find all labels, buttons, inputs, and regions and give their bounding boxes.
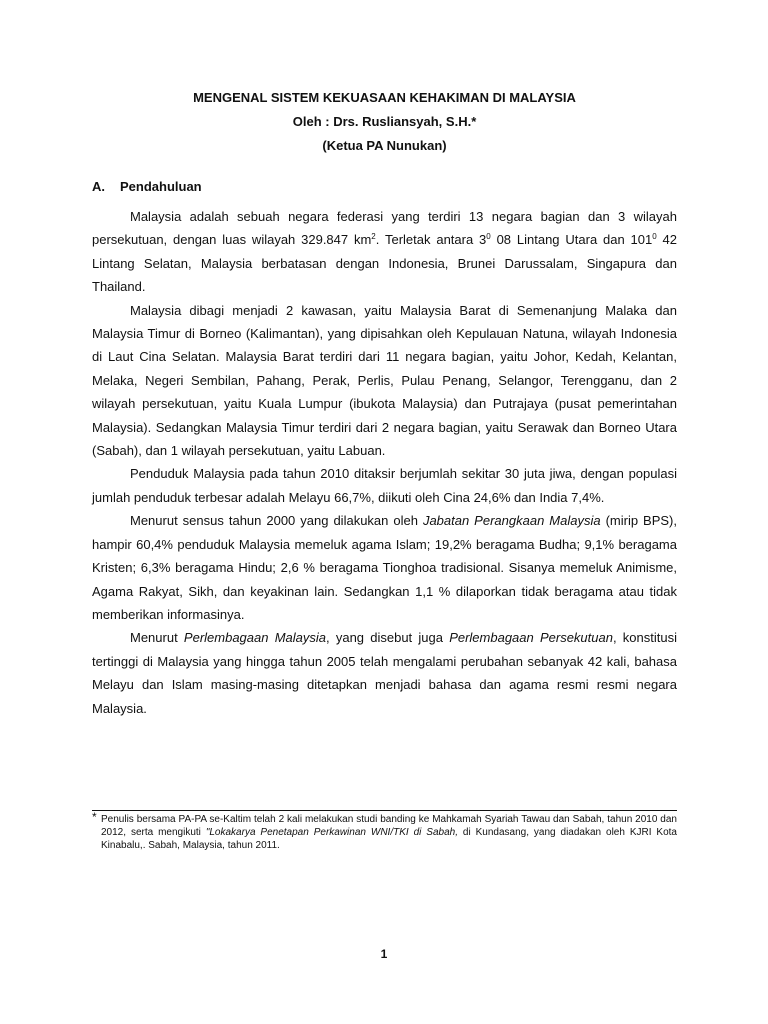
author-line: Oleh : Drs. Rusliansyah, S.H.* — [292, 114, 477, 129]
paragraph-1-text-c: 08 Lintang Utara dan 101 — [490, 232, 653, 248]
footnote-separator — [92, 810, 677, 811]
footnote-marker: * — [92, 810, 97, 824]
footnote-italic: "Lokakarya Penetapan Perkawinan WNI/TKI di Sabah, — [205, 827, 458, 838]
footnote-text-b: di Kundasang, yang diadakan oleh KJRI Kota Kinabalu,. Sabah, Malaysia, tahun 2011. — [101, 827, 677, 851]
body-text — [92, 205, 677, 720]
title-block — [92, 86, 677, 158]
paragraph-5 — [92, 626, 677, 720]
paragraph-1 — [92, 205, 677, 299]
paragraph-4-text-a: Menurut sensus tahun 2000 yang dilakukan oleh — [130, 513, 423, 529]
paragraph-5-text-c: , konstitusi tertinggi di Malaysia yang hingga tahun 2005 telah mengalami perubahan sebanyak 42 kali, bahasa Melayu dan Islam masing-masing ditetapkan menjadi bahasa dan agama resmi resmi negara Malaysia. — [92, 630, 677, 716]
paragraph-1-text-b: . Terletak antara 3 — [375, 232, 487, 248]
footnote-text-a: Penulis bersama PA-PA se-Kaltim telah 2 kali melakukan studi banding ke Mahkamah Syariah Tawau dan Sabah, tahun 2010 dan 2012, serta mengikuti — [101, 814, 677, 838]
footnote-text — [92, 810, 677, 852]
paragraph-4 — [92, 509, 677, 626]
document-title: MENGENAL SISTEM KEKUASAAN KEHAKIMAN DI MALAYSIA — [193, 90, 576, 105]
paragraph-4-text-b: (mirip BPS), hampir 60,4% penduduk Malaysia memeluk agama Islam; 19,2% beragama Budha; 9,1% beragama Kristen; 6,3% beragama Hindu; 2,6 % beragama Tionghoa tradisional. Sisanya memeluk Animisme, Agama Rakyat, Sikh, dan keyakinan lain. Sedangkan 1,1 % dilaporkan tidak beragama atau tidak memberikan informasinya. — [92, 513, 677, 622]
section-heading — [92, 177, 202, 197]
paragraph-5-text-a: Menurut — [130, 630, 184, 646]
superscript-area-unit: 2 — [371, 232, 376, 242]
footnote — [92, 810, 677, 852]
paragraph-1-text-a: Malaysia adalah sebuah negara federasi yang terdiri 13 negara bagian dan 3 wilayah persekutuan, dengan luas wilayah 329.847 km — [92, 209, 677, 248]
section-title: Pendahuluan — [120, 179, 202, 194]
paragraph-5-text-b: , yang disebut juga — [326, 630, 450, 646]
paragraph-5-italic-2: Perlembagaan Persekutuan — [449, 630, 613, 646]
page-number: 1 — [380, 947, 388, 961]
superscript-degree-1: 0 — [486, 232, 491, 242]
author-position: (Ketua PA Nunukan) — [322, 138, 447, 153]
superscript-degree-2: 0 — [652, 232, 657, 242]
paragraph-1-text-d: 42 Lintang Selatan, Malaysia berbatasan dengan Indonesia, Brunei Darussalam, Singapura dan Thailand. — [92, 232, 678, 295]
paragraph-5-italic-1: Perlembagaan Malaysia — [183, 630, 326, 646]
paragraph-4-italic: Jabatan Perangkaan Malaysia — [422, 513, 601, 529]
paragraph-3: Penduduk Malaysia pada tahun 2010 ditaksir berjumlah sekitar 30 juta jiwa, dengan populasi jumlah penduduk terbesar adalah Melayu 66,7%, diikuti oleh Cina 24,6% dan India 7,4%. — [92, 466, 677, 505]
paragraph-2: Malaysia dibagi menjadi 2 kawasan, yaitu Malaysia Barat di Semenanjung Malaka dan Malaysia Timur di Borneo (Kalimantan), yang dipisahkan oleh Kepulauan Natuna, wilayah Indonesia di Laut Cina Selatan. Malaysia Barat terdiri dari 11 negara bagian, yaitu Johor, Kedah, Kelantan, Melaka, Negeri Sembilan, Pahang, Perak, Perlis, Pulau Penang, Selangor, Terengganu, dan 2 wilayah persekutuan, yaitu Kuala Lumpur (ibukota Malaysia) dan Putrajaya (pusat pemerintahan Malaysia). Sedangkan Malaysia Timur terdiri dari 2 negara bagian, yaitu Serawak dan Borneo Utara (Sabah), dan 1 wilayah persekutuan, yaitu Labuan. — [92, 302, 677, 459]
section-number: A. — [92, 179, 105, 194]
